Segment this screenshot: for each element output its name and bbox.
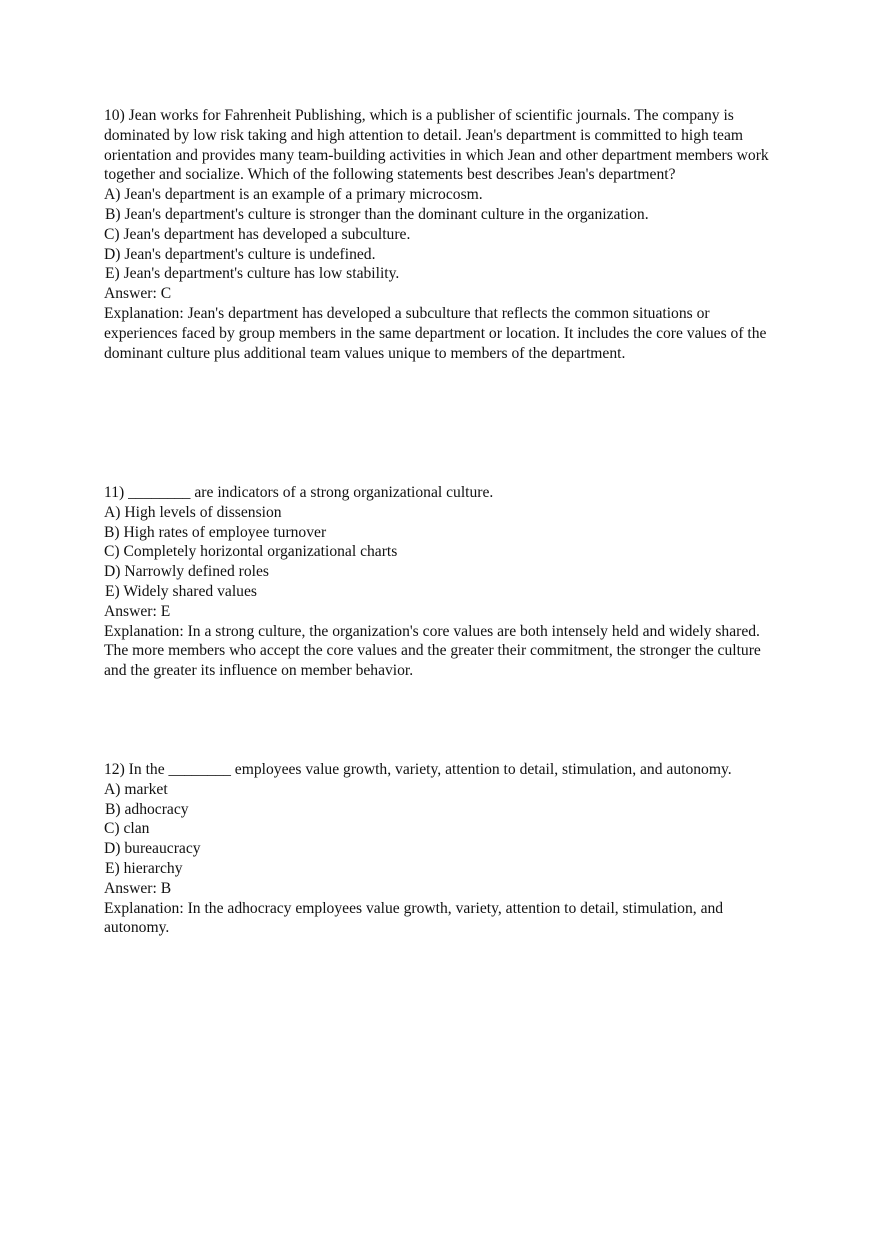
option-e: E) Widely shared values	[105, 582, 257, 600]
option-c: C) clan	[104, 820, 150, 838]
option-e: E) Jean's department's culture has low stability.	[105, 265, 400, 283]
question-10	[104, 106, 776, 363]
question-11	[104, 483, 776, 681]
question-stem: 12) In the ________ employees value growth, variety, attention to detail, stimulation, and autonomy.	[104, 761, 732, 778]
option-d: D) Narrowly defined roles	[104, 563, 269, 581]
question-12	[104, 760, 776, 938]
option-b: B) High rates of employee turnover	[104, 523, 327, 541]
answer: Answer: C	[104, 285, 172, 303]
option-c: C) Completely horizontal organizational charts	[104, 543, 398, 561]
explanation: Explanation: Jean's department has developed a subculture that reflects the common situations or experiences faced by group members in the same department or location. It includes the core values of the dominant culture plus additional team values unique to members of the department.	[104, 304, 767, 362]
option-a: A) Jean's department is an example of a primary microcosm.	[104, 186, 483, 204]
option-d: D) bureaucracy	[104, 840, 201, 858]
option-c: C) Jean's department has developed a subculture.	[104, 225, 411, 243]
question-stem: 11) ________ are indicators of a strong organizational culture.	[104, 484, 494, 501]
explanation: Explanation: In a strong culture, the organization's core values are both intensely held and widely shared. The more members who accept the core values and the greater their commitment, the stronger the culture and the greater its influence on member behavior.	[104, 622, 761, 680]
option-a: A) market	[104, 780, 168, 798]
answer: Answer: B	[104, 879, 172, 897]
explanation: Explanation: In the adhocracy employees value growth, variety, attention to detail, stimulation, and autonomy.	[104, 899, 724, 937]
question-stem: 10) Jean works for Fahrenheit Publishing, which is a publisher of scientific journals. The company is dominated by low risk taking and high attention to detail. Jean's department is committed to high team orientation and provides many team-building activities in which Jean and other department members work together and socialize. Which of the following statements best describes Jean's department?	[104, 107, 769, 184]
answer: Answer: E	[104, 602, 171, 620]
option-b: B) Jean's department's culture is stronger than the dominant culture in the organization.	[105, 205, 649, 223]
option-b: B) adhocracy	[105, 800, 189, 818]
option-a: A) High levels of dissension	[104, 503, 282, 521]
option-e: E) hierarchy	[105, 859, 183, 877]
option-d: D) Jean's department's culture is undefined.	[104, 245, 376, 263]
